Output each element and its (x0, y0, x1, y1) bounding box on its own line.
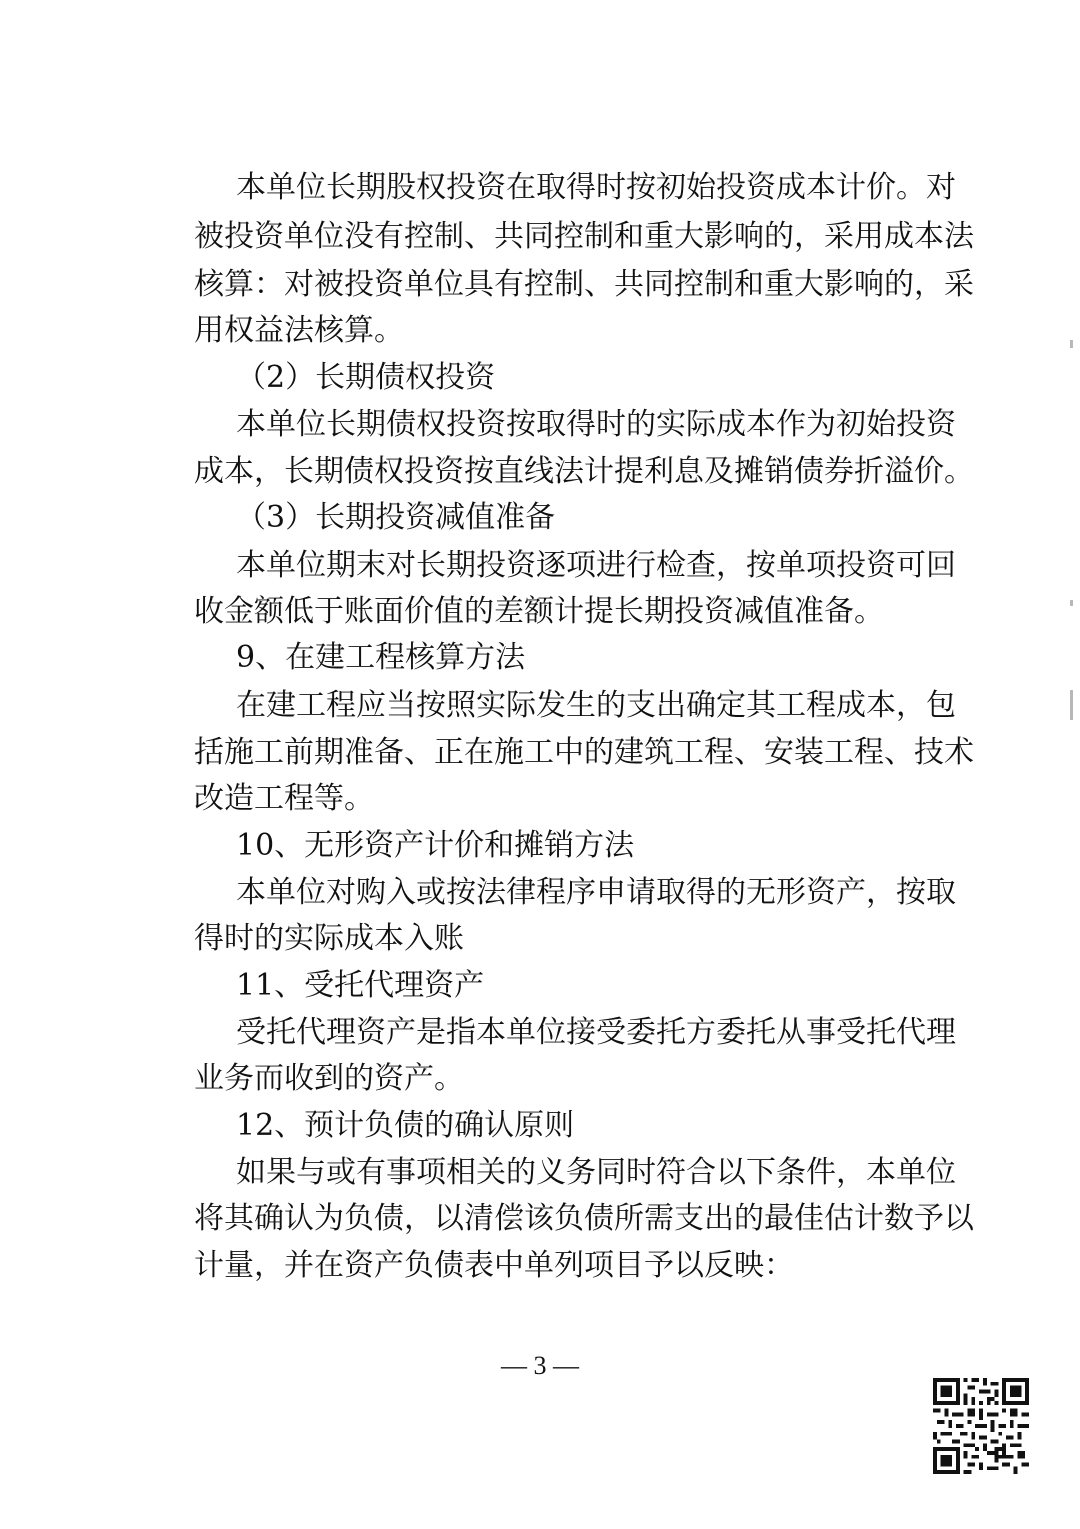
scan-edge-mark (1070, 340, 1073, 348)
paragraph-line: 本单位长期股权投资在取得时按初始投资成本计价。对 (236, 170, 956, 205)
qr-code-icon (933, 1378, 1029, 1474)
paragraph-line: 得时的实际成本入账 (194, 921, 464, 956)
paragraph-line: 本单位长期债权投资按取得时的实际成本作为初始投资 (236, 407, 956, 442)
paragraph-line: 括施工前期准备、正在施工中的建筑工程、安装工程、技术 (194, 735, 974, 770)
paragraph-line: 本单位期末对长期投资逐项进行检查，按单项投资可回 (236, 548, 956, 583)
section-heading: 9、在建工程核算方法 (236, 640, 526, 675)
scan-edge-mark (1070, 600, 1073, 606)
page-number: — 3 — (501, 1351, 579, 1380)
paragraph-line: 如果与或有事项相关的义务同时符合以下条件，本单位 (236, 1155, 956, 1190)
paragraph-line: 收金额低于账面价值的差额计提长期投资减值准备。 (194, 594, 884, 629)
section-heading: （3）长期投资减值准备 (236, 500, 556, 535)
section-heading: 10、无形资产计价和摊销方法 (236, 828, 635, 863)
section-heading: 11、受托代理资产 (236, 968, 485, 1003)
paragraph-line: 业务而收到的资产。 (194, 1061, 464, 1096)
paragraph-line: 改造工程等。 (194, 781, 374, 816)
paragraph-line: 被投资单位没有控制、共同控制和重大影响的，采用成本法 (194, 219, 974, 254)
paragraph-line: 计量，并在资产负债表中单列项目予以反映： (194, 1248, 794, 1283)
paragraph-line: 核算：对被投资单位具有控制、共同控制和重大影响的，采 (194, 267, 974, 302)
paragraph-line: 成本，长期债权投资按直线法计提利息及摊销债券折溢价。 (194, 454, 974, 489)
scan-edge-mark (1070, 690, 1073, 720)
section-heading: 12、预计负债的确认原则 (236, 1108, 575, 1143)
paragraph-line: 用权益法核算。 (194, 313, 404, 348)
paragraph-line: 受托代理资产是指本单位接受委托方委托从事受托代理 (236, 1015, 956, 1050)
section-heading: （2）长期债权投资 (236, 360, 496, 395)
paragraph-line: 将其确认为负债，以清偿该负债所需支出的最佳估计数予以 (194, 1201, 974, 1236)
paragraph-line: 本单位对购入或按法律程序申请取得的无形资产，按取 (236, 875, 956, 910)
paragraph-line: 在建工程应当按照实际发生的支出确定其工程成本，包 (236, 688, 956, 723)
